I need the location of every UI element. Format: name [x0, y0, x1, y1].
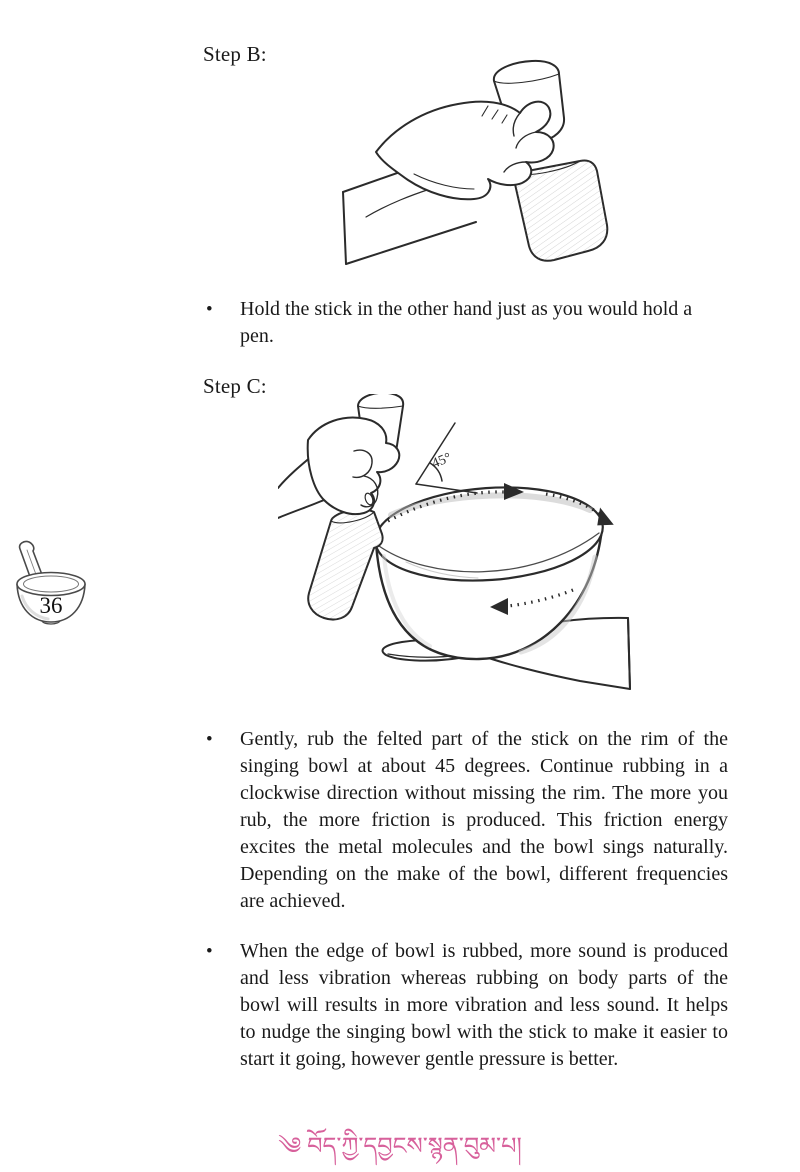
bullet-marker: • — [206, 299, 213, 320]
bullet-marker: • — [206, 729, 213, 750]
bullet-item — [203, 726, 728, 915]
bullet-text: Gently, rub the felted part of the stick on the rim of the singing bowl at about 45 degrees. Continue rubbing in a clockwise direction without missing the rim. The more you rub, the more friction is produced. This friction energy excites the metal molecules and the bowl sings naturally. Depending on the make of the bowl, different frequencies are achieved. — [240, 728, 728, 912]
felt-cylinder-hatch — [308, 510, 382, 620]
stick-grip-illustration — [286, 56, 620, 290]
angle-label: 45° — [429, 450, 454, 472]
bowl-rubbing-illustration — [278, 394, 704, 698]
arm-crease — [366, 189, 430, 217]
arm-cuff — [343, 192, 346, 264]
arm-line — [278, 456, 312, 488]
page-number-bowl-icon — [4, 540, 100, 644]
tibetan-footer: ༄ བོད་ཀྱི་དབྱངས་སྙན་བུམ་པ། — [278, 1134, 522, 1160]
arm-line — [346, 222, 476, 264]
bullet-marker: • — [206, 941, 213, 962]
bullet-text: Hold the stick in the other hand just as you would hold a pen. — [240, 298, 693, 347]
hand-outline — [308, 418, 400, 515]
arm-line — [278, 500, 324, 518]
step-b-heading: Step B: — [203, 42, 267, 66]
angle-line-base — [416, 484, 477, 493]
bullet-item — [203, 296, 728, 350]
bullet-text: When the edge of bowl is rubbed, more sound is produced and less vibration whereas rubbing on body parts of the bowl will results in more vibration and less sound. It helps to nudge the singing bowl with the stick to make it easier to start it going, however gentle pressure is better. — [240, 940, 728, 1070]
step-c-heading: Step C: — [203, 374, 267, 398]
bullet-item — [203, 938, 728, 1073]
page-number: 36 — [39, 593, 63, 618]
